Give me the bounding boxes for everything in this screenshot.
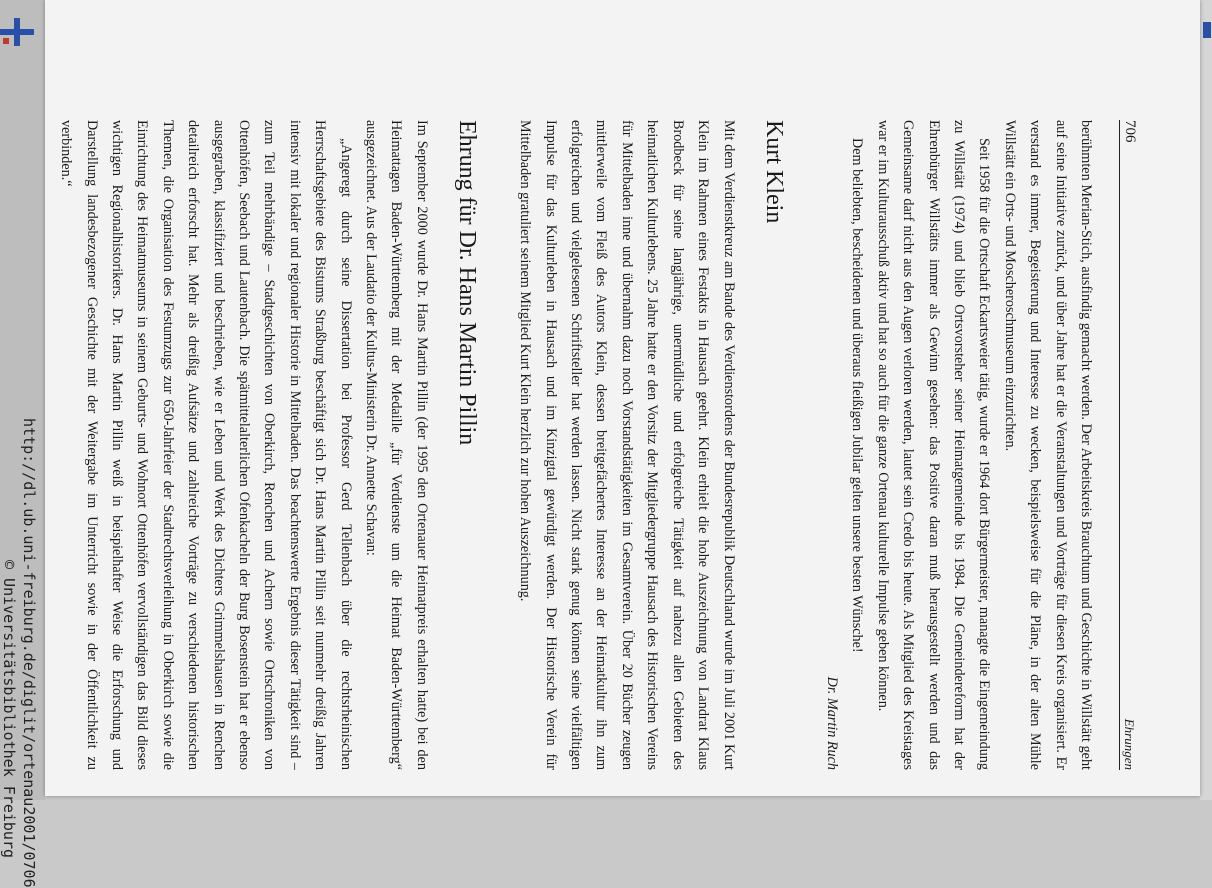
author-signature: Dr. Martin Ruch	[823, 676, 840, 770]
registration-mark-icon	[0, 18, 34, 46]
section-heading: Kurt Klein	[760, 120, 787, 224]
page-content	[58, 120, 1138, 770]
text-body	[53, 120, 1098, 770]
paragraph: Im September 2000 wurde Dr. Hans Martin Pillin (der 1995 den Ortenauer Heimatpreis erhalten hatte) bei den Heimattagen Baden-Württemberg mit der Medaille „für Verdienste um die Heimat Baden-Württemberg“ ausgezeichnet. Aus der Laudatio der Kultus-Ministerin Dr. Annette Schavan:	[363, 120, 430, 770]
paragraph: berühmten Merian-Stich, ausfindig gemacht werden. Der Arbeitskreis Brauchtum und Geschichte in Willstätt geht auf seine Initiative zurück, und über Jahre hat er die Veranstaltungen und Vorträge für diesen Kreis organisiert. Er verstand es immer, Begeisterung und Interesse zu wecken, beispielsweise für die Pläne, in der alten Mühle Willstätt ein Orts- und Moscheroschmuseum einzurichten.	[1001, 120, 1094, 770]
registration-mark-right-icon	[1203, 22, 1211, 38]
section-title: Ehrungen	[1122, 718, 1137, 770]
copyright-notice: © Universitätsbibliothek Freiburg	[0, 560, 18, 859]
page-number: 706	[1122, 120, 1138, 143]
paragraph: Dem beliebten, bescheidenen und überaus fleißigen Jubilar gelten unsere besten Wünsche!	[849, 138, 866, 653]
paragraph: „Angeregt durch seine Dissertation bei Professor Gerd Tellenbach über die rechtsrheinischen Herrschaftsgebiete des Bistums Straßburg beschäftigt sich Dr. Hans Martin Pillin seit nunmehr dreißig Jahren intensiv mit lokaler und regionaler Historie in Mittelbaden. Das beachtenswerte Ergebnis dieser Tätigkeit sind – zum Teil mehrbändige – Stadtgeschichten von Oberkirch, Renchen und Achern sowie Ortschroniken von Ottenhöfen, Seebach und Lautenbach. Die spätmittelalterlichen Ofenkacheln der Burg Bosenstein hat er ebenso ausgegraben, klassifiziert und beschrieben, wie er Leben und Werk des Dichters Grimmelshausen in Renchen detailreich erforscht hat. Mehr als dreißig Aufsätze und zahlreiche Vorträge zu verschiedenen historischen Themen, die Organisation des Festumzugs zur 650-Jahrfeier der Stadtrechtsverleihung in Oberkirch sowie die Einrichtung des Heimatmuseums in seinem Geburts- und Wohnort Ottenhöfen vervollständigen das Bild dieses wichtigen Regionalhistorikers. Dr. Hans Martin Pillin weiß in beispielhafter Weise die Erforschung und Darstellung landesbezogener Geschichte mit der Weitergabe im Unterricht sowie in der Öffentlichkeit zu verbinden.“	[58, 120, 354, 770]
section-heading: Ehrung für Dr. Hans Martin Pillin	[453, 120, 480, 446]
source-url[interactable]: http://dl.ub.uni-freiburg.de/diglit/ortenau2001/0706	[20, 418, 38, 888]
running-head	[1119, 120, 1142, 770]
viewer-right-margin	[1200, 0, 1212, 800]
paragraph: Mit dem Verdienstkreuz am Bande des Verdienstordens der Bundesrepublik Deutschland wurde im Juli 2001 Kurt Klein im Rahmen eines Festakts in Hausach geehrt. Klein erhielt die hohe Auszeichnung von Landrat Klaus Brodbeck für seine langjährige, unermüdliche und erfolgreiche Tätigkeit auf nahezu allen Gebieten des heimatlichen Kulturlebens. 25 Jahre hatte er den Vorsitz der Mitgliedergruppe Hausach des Historischen Vereins für Mittelbaden inne und übernahm dazu noch Vorstandstätigkeiten im Gesamtverein. Über 20 Bücher zeugen mittlerweile vom Fleiß des Autors Klein, dessen breitgefächertes Interesse an der Heimatkultur ihn zum erfolgreichen und vielgelesenen Schriftsteller hat werden lassen. Nicht stark genug können seine vielfältigen Impulse für das Kulturleben in Hausach und im Kinzigtal gewürdigt werden. Der Historische Verein für Mittelbaden gratuliert seinem Mitglied Kurt Klein herzlich zur hohen Auszeichnung.	[517, 120, 737, 770]
paragraph: Seit 1958 für die Ortschaft Eckartsweier tätig, wurde er 1964 dort Bürgermeister, managte die Eingemeindung zu Willstätt (1974) und blieb Ortsvorsteher seiner Heimatgemeinde bis 1984. Die Gemeindereform hat der Ehrenbürger Willstätts immer als Gewinn gesehen: das Positive daran muß herausgestellt werden und das Gemeinsame darf nicht aus den Augen verloren werden, lautet sein Credo bis heute. Als Mitglied des Kreistages war er im Kulturausschuß aktiv und hat so auch für die ganze Ortenau kulturelle Impulse geben können.	[874, 120, 993, 770]
